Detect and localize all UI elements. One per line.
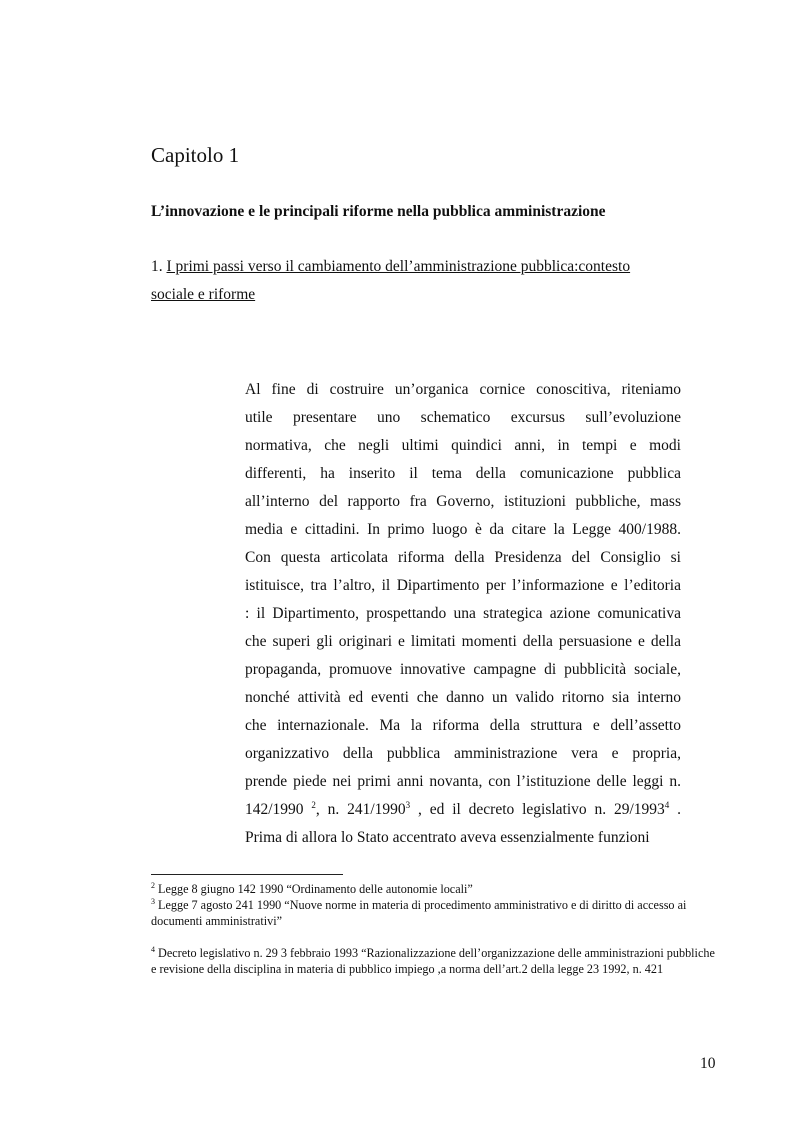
body-line: che superi gli originari e limitati momenti della persuasione e della bbox=[245, 633, 681, 650]
body-line: normativa, che negli ultimi quindici anni, in tempi e modi bbox=[245, 437, 681, 454]
footnote-separator bbox=[151, 874, 343, 875]
body-line: all’interno del rapporto fra Governo, istituzioni pubbliche, mass bbox=[245, 493, 681, 510]
body-line: Prima di allora lo Stato accentrato aveva essenzialmente funzioni bbox=[245, 829, 650, 846]
footnote-number: 2 bbox=[151, 881, 155, 890]
ref-text: . bbox=[669, 801, 682, 818]
section-title-line-1: I primi passi verso il cambiamento dell’amministrazione pubblica:contesto bbox=[166, 258, 631, 275]
body-line: Con questa articolata riforma della Presidenza del Consiglio si bbox=[245, 549, 681, 566]
ref-text: , n. 241/1990 bbox=[315, 801, 406, 818]
body-line-with-footnote-refs bbox=[245, 796, 681, 824]
ref-text: 142/1990 bbox=[245, 801, 312, 818]
body-line: prende piede nei primi anni novanta, con l’istituzione delle leggi n. bbox=[245, 773, 681, 790]
footnotes bbox=[151, 881, 716, 977]
ref-text: , ed il decreto legislativo n. 29/1993 bbox=[410, 801, 665, 818]
body-line: Al fine di costruire un’organica cornice conoscitiva, riteniamo bbox=[245, 381, 681, 398]
section-title-line-2: sociale e riforme bbox=[151, 286, 256, 303]
body-line: nonché attività ed eventi che danno un valido ritorno sia interno bbox=[245, 689, 681, 706]
footnote-text: Legge 7 agosto 241 1990 “Nuove norme in materia di procedimento amministrativo e di diritto di accesso ai documenti amministrativi” bbox=[151, 898, 687, 928]
footnote-4 bbox=[151, 945, 716, 977]
chapter-subtitle: L’innovazione e le principali riforme nella pubblica amministrazione bbox=[151, 203, 606, 220]
body-line: : il Dipartimento, prospettando una strategica azione comunicativa bbox=[245, 605, 681, 622]
body-line: organizzativo della pubblica amministrazione vera e propria, bbox=[245, 745, 681, 762]
body-paragraph bbox=[245, 376, 681, 852]
page-number: 10 bbox=[700, 1055, 716, 1072]
section-number: 1. bbox=[151, 258, 163, 275]
footnote-2 bbox=[151, 881, 716, 897]
footnote-ref-4[interactable]: 4 bbox=[664, 800, 670, 810]
chapter-title: Capitolo 1 bbox=[151, 143, 240, 167]
footnote-text: Decreto legislativo n. 29 3 febbraio 1993 “Razionalizzazione dell’organizzazione delle amministrazioni pubbliche e revisione della disciplina in materia di pubblico impiego ,a norma dell’art.2 della legge 23 1992, n. 421 bbox=[151, 946, 715, 976]
footnote-ref-3[interactable]: 3 bbox=[405, 800, 411, 810]
footnote-3 bbox=[151, 897, 716, 929]
body-line: utile presentare uno schematico excursus sull’evoluzione bbox=[245, 409, 681, 426]
body-line: differenti, ha inserito il tema della comunicazione pubblica bbox=[245, 465, 681, 482]
body-line: propaganda, promuove innovative campagne di pubblicità sociale, bbox=[245, 661, 681, 678]
footnote-number: 4 bbox=[151, 945, 155, 954]
body-line: che internazionale. Ma la riforma della struttura e dell’assetto bbox=[245, 717, 681, 734]
body-line: istituisce, tra l’altro, il Dipartimento per l’informazione e l’editoria bbox=[245, 577, 681, 594]
body-line: media e cittadini. In primo luogo è da citare la Legge 400/1988. bbox=[245, 521, 681, 538]
footnote-ref-2[interactable]: 2 bbox=[311, 800, 316, 810]
section-heading bbox=[151, 253, 691, 309]
footnote-text: Legge 8 giugno 142 1990 “Ordinamento delle autonomie locali” bbox=[155, 882, 473, 896]
footnote-number: 3 bbox=[151, 897, 155, 906]
